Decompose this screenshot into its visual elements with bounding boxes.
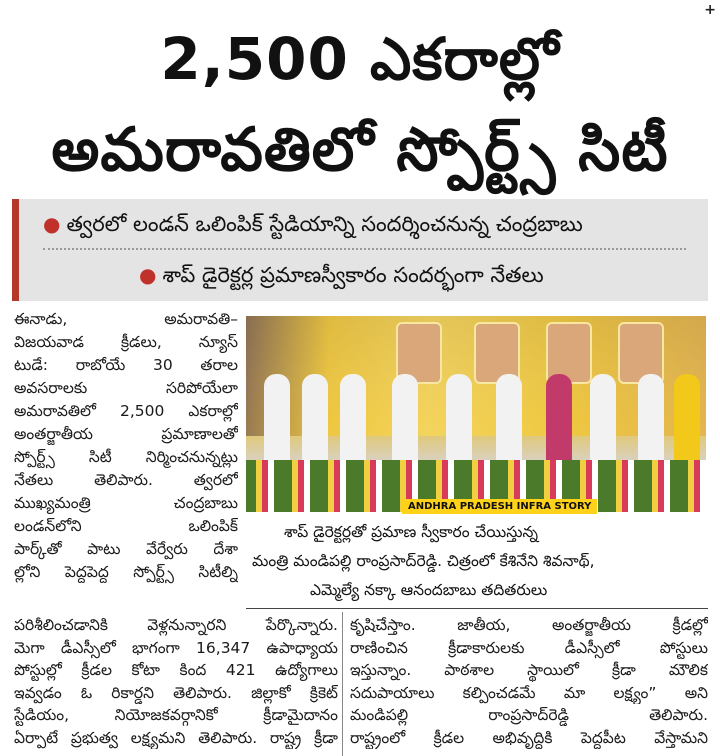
person-figure (496, 374, 522, 466)
bullet-icon: ● (139, 263, 157, 287)
bullet-icon: ● (43, 212, 61, 236)
article-line: రాష్ట్రంలో క్రీడల అభివృద్ధికి పెద్దపీట వేస్తామని (350, 728, 708, 747)
corner-crop-mark: + (704, 2, 716, 18)
person-figure (590, 374, 616, 466)
article-line: అవసరాలకు సరిపోయేలా (14, 379, 238, 397)
headline-line-1: 2,500 ఎకరాల్లో (160, 25, 560, 93)
caption-line: శాప్ డైరెక్టర్లతో ప్రమాణ స్వీకారం చేయిస్తున్న (284, 523, 538, 541)
article-line: సదుపాయాలు కల్పించడమే మా లక్ష్యం” అని (350, 683, 708, 702)
article-line: మండిపల్లి రాంప్రసాద్‌రెడ్డి తెలిపారు. (350, 706, 708, 724)
subheadline-divider (43, 248, 686, 250)
article-bottom-left (14, 614, 338, 749)
article-line: ముఖ్యమంత్రి చంద్రబాబు (14, 494, 238, 512)
article-line: నేతలు తెలిపారు. త్వరలో (14, 471, 238, 489)
column-divider (342, 612, 343, 756)
caption-line: ఎమ్మెల్యే నక్కా ఆనందబాబు తదితరులు (310, 581, 548, 599)
person-figure (446, 374, 472, 466)
article-line: ల్లోని పెద్దపెద్ద స్పోర్ట్స్ సిటీల్ని (14, 563, 238, 581)
subheadline-1 (43, 204, 703, 244)
article-line: పరిశీలించడానికి వెళ్లనున్నారని పేర్కొన్నారు. (14, 616, 338, 634)
news-photo (246, 316, 706, 512)
person-figure (302, 374, 328, 466)
article-line: అమరావతిలో 2,500 ఎకరాల్లో (14, 402, 238, 420)
article-left-column (14, 308, 238, 584)
article-line: పార్క్‌తో పాటు వేర్వేరు దేశా (14, 540, 238, 558)
person-figure (340, 374, 366, 466)
person-figure (264, 374, 290, 466)
subheadline-2-text: శాప్ డైరెక్టర్ల ప్రమాణస్వీకారం సందర్భంగా నేతలు (162, 263, 544, 287)
article-line: ఇవ్వడం ఓ రికార్డని తెలిపారు. జిల్లాకో క్రికెట్ (14, 683, 338, 702)
article-line: కృషిచేస్తాం. జాతీయ, అంతర్జాతీయ క్రీడల్లో (350, 616, 708, 634)
article-line: పోస్టుల్లో క్రీడల కోటా కింద 421 ఉద్యోగాలు (14, 661, 338, 679)
article-line: రాణించిన క్రీడాకారులకు డీఎస్సీలో పోస్టులు (350, 638, 708, 657)
article-line: స్పోర్ట్స్ సిటీ నిర్మించనున్నట్లు (14, 448, 238, 466)
subheadline-box (12, 199, 708, 301)
article-line: లండన్‌లోని ఒలింపిక్ (14, 517, 238, 535)
photo-caption (252, 518, 702, 605)
article-line: ఈనాడు, అమరావతి– (14, 310, 238, 328)
caption-line: మంత్రి మండిపల్లి రాంప్రసాద్‌రెడ్డి. చిత్రంలో కేశినేని శివనాథ్, (252, 552, 595, 570)
subheadline-2 (139, 255, 699, 295)
person-figure (392, 374, 418, 466)
person-figure (638, 374, 664, 466)
person-figure (674, 374, 700, 466)
caption-divider (246, 608, 708, 609)
subheadline-1-text: త్వరలో లండన్ ఒలింపిక్ స్టేడియాన్ని సందర్శించనున్న చంద్రబాబు (66, 212, 583, 236)
article-line: విజయవాడ క్రీడలు, న్యూస్ (14, 333, 238, 351)
person-figure (546, 374, 572, 466)
article-line: అంతర్జాతీయ ప్రమాణాలతో (14, 425, 238, 443)
article-line: ఇస్తున్నాం. పాఠశాల స్థాయిలో క్రీడా మౌలిక (350, 661, 708, 679)
article-line: స్టేడియం, నియోజకవర్గానికో క్రీడామైదానం (14, 706, 338, 724)
article-line: ఏర్పాటే ప్రభుత్వ లక్ష్యమని తెలిపారు. రాష్ట్ర క్రీడా (14, 728, 338, 747)
article-line: మెగా డీఎస్సీలో భాగంగా 16,347 ఉపాధ్యాయ (14, 638, 338, 657)
article-line: టుడే: రాబోయే 30 తరాల (14, 356, 238, 374)
article-bottom-right (350, 614, 708, 749)
photo-watermark-tag: ANDHRA PRADESH INFRA STORY (402, 499, 597, 514)
headline-line-2: అమరావతిలో స్పోర్ట్స్ సిటీ (51, 115, 669, 185)
